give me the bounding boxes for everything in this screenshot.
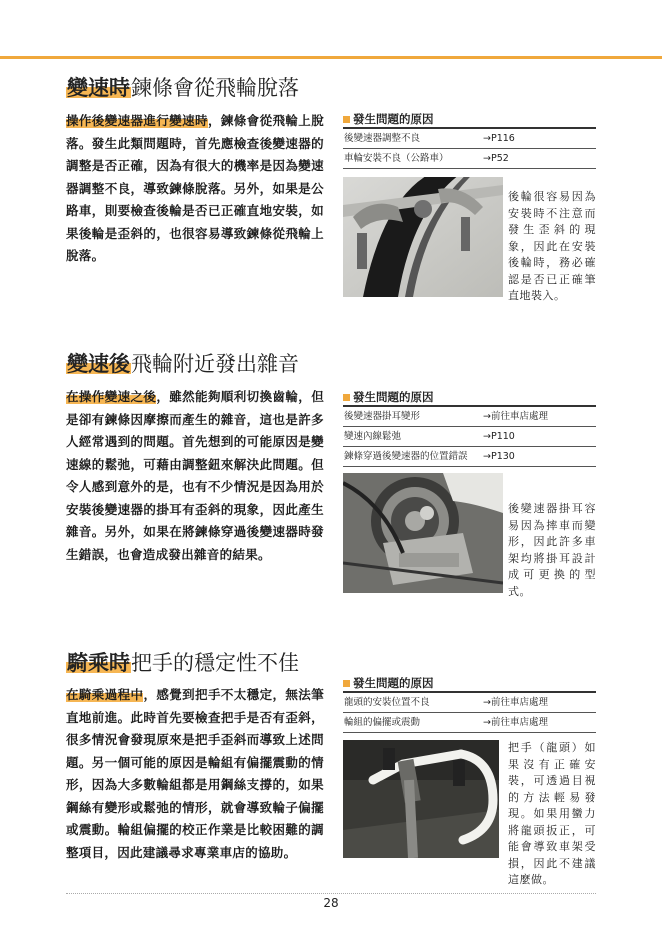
cause-row: 車輪安裝不良（公路車） →P52	[343, 149, 596, 169]
cause-row: 變速內線鬆弛 →P110	[343, 427, 596, 447]
photo-road-bike-rear-wheel	[343, 177, 503, 297]
body-text: ，感覺到把手不太穩定，無法筆直地前進。此時首先要檢查把手是否有歪斜，很多情況會發現原來是把手歪斜而導致上述問題。另一個可能的原因是輪組有偏擺震動的情形，因為大多數輪組都是用鋼絲支撐的，如果鋼絲有變形或鬆弛的情形，就會導致輪子偏擺或震動。輪組偏擺的校正作業是比較困難的調整項目，因此建議尋求專業車店的協助。	[66, 687, 324, 860]
cause-row: 輪組的偏擺或震動 →前往車店處理	[343, 713, 596, 733]
derailleur-photo-icon	[343, 473, 503, 593]
cause-box	[343, 675, 596, 733]
photo-rear-derailleur	[343, 473, 503, 593]
cause-row: 龍頭的安裝位置不良 →前往車店處理	[343, 693, 596, 713]
top-accent-rule	[0, 56, 662, 59]
body-paragraph	[66, 684, 324, 864]
photo-caption: 把手（龍頭）如果沒有正確安裝，可透過目視的方法輕易發現。如果用蠻力將龍頭扳正，可能會導致車架受損，因此不建議這麼做。	[508, 741, 596, 886]
cause-title: 發生問題的原因	[343, 389, 596, 405]
body-lead: 操作後變速器進行變速時	[66, 113, 208, 128]
heading-highlight: 變速時	[67, 76, 130, 100]
body-paragraph	[66, 386, 324, 566]
section-heading	[66, 73, 299, 103]
square-bullet-icon	[343, 116, 350, 123]
cause-title: 發生問題的原因	[343, 111, 596, 127]
cause-box	[343, 111, 596, 169]
handlebar-photo-icon	[343, 740, 499, 858]
section-heading	[66, 648, 299, 678]
cause-box	[343, 389, 596, 467]
section-heading	[66, 349, 299, 379]
body-text: ，雖然能夠順利切換齒輪，但是卻有鍊條因摩擦而產生的雜音，這也是許多人經常遇到的問題。首先想到的可能原因是變速線的鬆弛，可藉由調整鈕來解決此問題。但令人感到意外的是，也有不少情況是因為用於安裝後變速器的掛耳有歪斜的現象，因此產生雜音。另外，如果在將鍊條穿過後變速器時發生錯誤，也會造成發出雜音的結果。	[66, 389, 324, 562]
square-bullet-icon	[343, 680, 350, 687]
footer-rule	[66, 893, 596, 894]
rear-brake-photo-icon	[343, 177, 503, 297]
cause-row: 後變速器調整不良 →P116	[343, 129, 596, 149]
cause-row: 後變速器掛耳變形 →前往車店處理	[343, 407, 596, 427]
heading-highlight: 騎乘時	[67, 651, 130, 675]
body-lead: 在操作變速之後	[66, 389, 157, 404]
photo-caption: 後輪很容易因為安裝時不注意而發生歪斜的現象，因此在安裝後輪時，務必確認是否已正確筆直地裝入。	[508, 190, 596, 302]
body-paragraph	[66, 110, 324, 268]
heading-text: 鍊條會從飛輪脫落	[131, 76, 299, 100]
cause-title: 發生問題的原因	[343, 675, 596, 691]
heading-text: 把手的穩定性不佳	[131, 651, 299, 675]
heading-text: 飛輪附近發出雜音	[131, 352, 299, 376]
photo-handlebar	[343, 740, 499, 858]
body-text: ，鍊條會從飛輪上脫落。發生此類問題時，首先應檢查後變速器的調整是否正確，因為有很大的機率是因為變速器調整不良，導致鍊條脫落。另外，如果是公路車，則要檢查後輪是否已正確直地安裝，如果後輪是歪斜的，也很容易導致鍊條從飛輪上脫落。	[66, 113, 324, 263]
photo-caption: 後變速器掛耳容易因為摔車而變形，因此許多車架均將掛耳設計成可更換的型式。	[508, 502, 596, 598]
heading-highlight: 變速後	[67, 352, 130, 376]
square-bullet-icon	[343, 394, 350, 401]
cause-row: 鍊條穿過後變速器的位置錯誤 →P130	[343, 447, 596, 467]
body-lead: 在騎乘過程中	[66, 687, 144, 702]
page-number: 28	[323, 896, 339, 910]
